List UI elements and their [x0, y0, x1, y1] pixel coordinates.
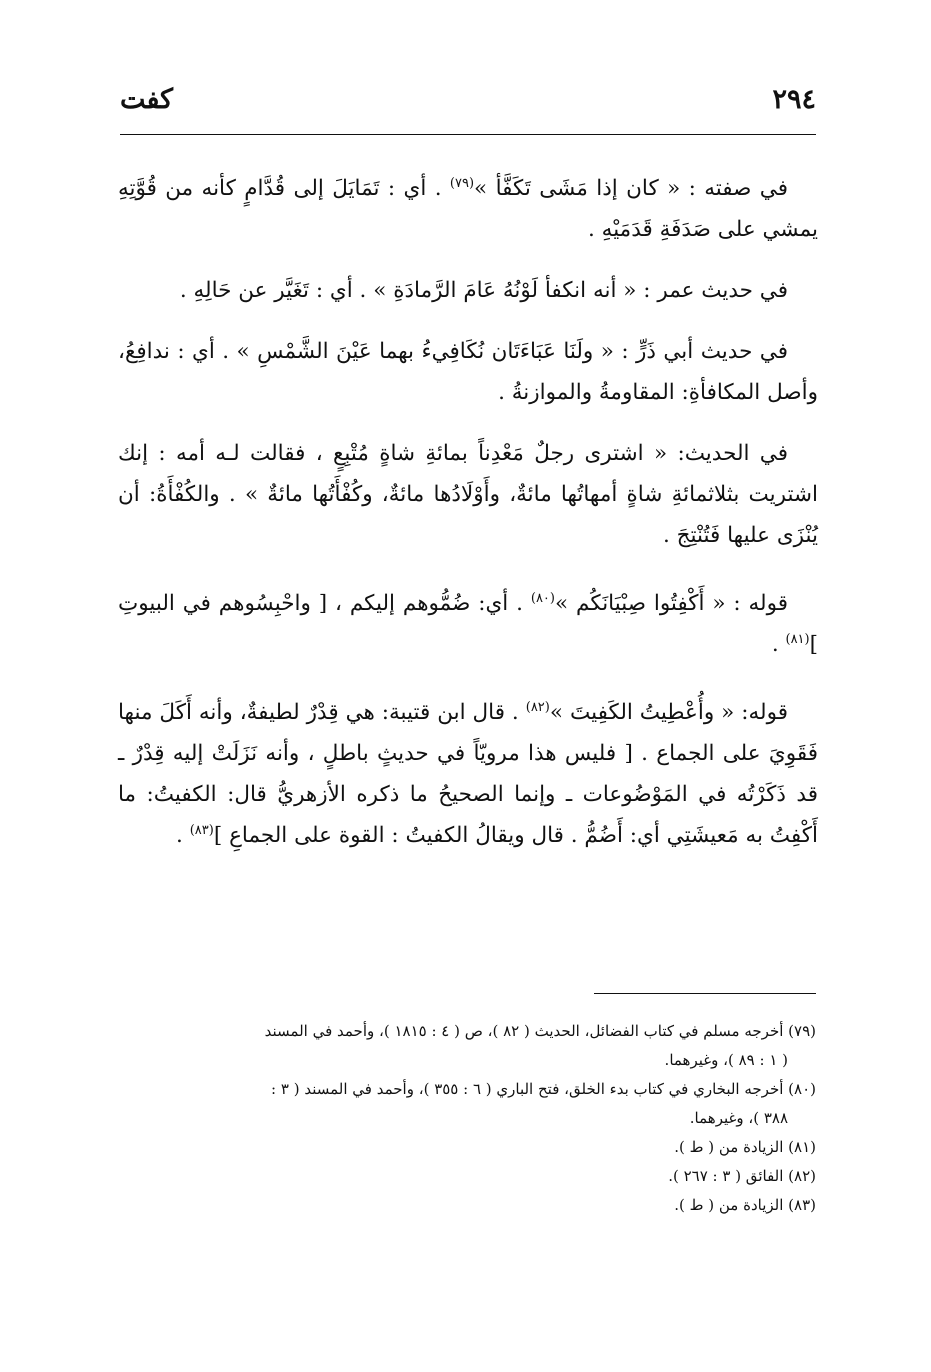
footnote-ref: (٨٠)	[530, 590, 555, 606]
paragraph: في صفته : « كان إذا مَشَى تَكَفَّأ »$^{(٧٩)}$ . أي : تَمَايَلَ إلى قُدَّامٍ كأنه من قُوَّتِهِ يمشي على صَدَفَةِ قَدَمَيْهِ .	[118, 175, 818, 242]
footnotes	[118, 1017, 816, 1220]
paragraph: في حديث أبي ذَرٍّ : « ولَنَا عَبَاءَتَان نُكَافِيءُ بهما عَيْنَ الشَّمْسِ » . أي : ندافِعُ، وأصل المكافأةِ: المقاومةُ والموازنةُ .	[118, 339, 818, 405]
footnote-ref: (٨٣)	[189, 822, 214, 838]
page-header	[120, 84, 816, 124]
footnote-ref: (٧٩)	[449, 175, 475, 191]
footnote: (٨٠) أخرجه البخاري في كتاب بدء الخلق، فتح الباري ( ٦ : ٣٥٥ )، وأحمد في المسند ( ٣ : ٣٨٨ )، وغيرهما.	[271, 1080, 816, 1127]
page-number: ٢٩٤	[772, 84, 816, 115]
footnote-divider	[594, 993, 816, 994]
main-text	[118, 168, 818, 876]
footnote: (٨٣) الزيادة من ( ط ).	[674, 1196, 816, 1214]
footnote: (٧٩) أخرجه مسلم في كتاب الفضائل، الحديث ( ٨٢ )، ص ( ٤ : ١٨١٥ )، وأحمد في المسند ( ١ : ٨٩ )، وغيرهما.	[264, 1022, 816, 1069]
header-divider	[120, 134, 816, 135]
paragraph: قوله: « وأُعْطِيتُ الكَفِيتَ »$^{(٨٢)}$ . قال ابن قتيبة: هي قِدْرٌ لطيفةٌ، وأنه أَكَلَ منها فَقَوِيَ على الجماع . [ فليس هذا مرويّاً في حديثٍ باطلٍ ، وأنه نَزَلَتْ إليه قِدْرٌ ـ قد ذَكَرْتُه في المَوْضُوعات ـ وإنما الصحيحُ ما ذكره الأزهريُّ قال: الكفيتُ: ما أَكْفِتُ به مَعيشَتِي أي: أَضُمُّ . قال ويقالُ الكفيتُ : القوة على الجماعِ ]$^{(٨٣)}$ .	[118, 699, 818, 848]
footnote: (٨٢) الفائق ( ٣ : ٢٦٧ ).	[668, 1167, 816, 1185]
paragraph: في الحديث: « اشترى رجلٌ مَعْدِناً بمائةِ شاةٍ مُتْبِعٍ ، فقالت لـه أمه : إنك اشتريت بثلاثمائةِ شاةٍ أمهاتُها مائةٌ، وأَوْلَادُها مائةٌ، وكُفْأَتُها مائةٌ » . والكُفْأَةُ: أن يُنْزَى عليها فَتُنْتِجَ .	[118, 441, 818, 548]
paragraph: في حديث عمر : « أنه انكفأ لَوْنُهُ عَامَ الرَّمادَةِ » . أي : تَغَيَّر عن حَالِهِ .	[179, 278, 788, 303]
footnote: (٨١) الزيادة من ( ط ).	[674, 1138, 816, 1156]
footnote-ref: (٨٢)	[525, 699, 550, 715]
paragraph: قوله : « أَكْفِتُوا صِبْيَانَكُم »$^{(٨٠)}$ . أي: ضُمُّوهم إليكم ، [ واحْبِسُوهم في البيوتِ ]$^{(٨١)}$ .	[118, 590, 818, 657]
footnote-ref: (٨١)	[785, 631, 810, 647]
running-title: كفت	[120, 84, 174, 115]
